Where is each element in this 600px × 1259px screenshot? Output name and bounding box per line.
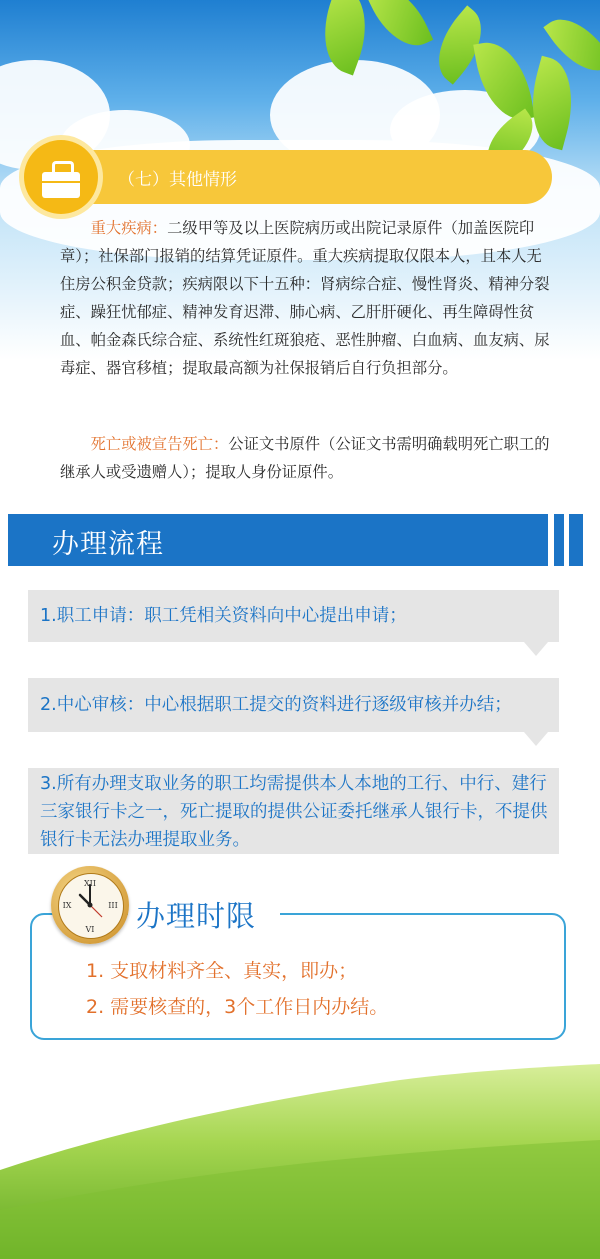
process-step-text: 3.所有办理支取业务的职工均需提供本人本地的工行、中行、建行三家银行卡之一，死亡提取的提供公证委托继承人银行卡，不提供银行卡无法办理提取业务。 <box>40 774 548 850</box>
clock-numeral-3: III <box>108 901 118 910</box>
paragraph-text: 公证文书原件（公证文书需明确载明死亡职工的继承人或受遗赠人）；提取人身份证原件。 <box>60 435 550 481</box>
process-title: 办理流程 <box>52 529 164 560</box>
process-step <box>28 678 559 732</box>
process-step <box>28 768 559 854</box>
band-stripe <box>569 514 583 566</box>
step-arrow <box>524 732 548 746</box>
section-header-bar <box>22 150 552 204</box>
clock-center <box>88 903 93 908</box>
clock-hand-second <box>90 905 102 917</box>
band-stripe <box>554 514 564 566</box>
grass-hill-decoration <box>0 1060 600 1259</box>
paragraph-text: 二级甲等及以上医院病历或出院记录原件（加盖医院印章）；社保部门报销的结算凭证原件。重大疾病提取仅限本人，且本人无住房公积金贷款；疾病限以下十五种：肾病综合症、慢性肾炎、精神分裂症、躁狂忧郁症、精神发育迟滞、肺心病、乙肝肝硬化、再生障碍性贫血、帕金森氏综合症、系统性红斑狼疮、恶性肿瘤、白血病、血友病、尿毒症、器官移植；提取最高额为社保报销后自行负担部分。 <box>60 219 550 377</box>
section-header-title: （七）其他情形 <box>118 170 237 190</box>
clock-numeral-12: XII <box>83 879 97 888</box>
briefcase-icon <box>42 172 80 198</box>
process-step-text: 2.中心审核：中心根据职工提交的资料进行逐级审核并办结； <box>40 695 512 715</box>
process-step-text: 1.职工申请：职工凭相关资料向中心提出申请； <box>40 606 407 626</box>
term-major-illness: 重大疾病： <box>90 219 168 237</box>
paragraph-death <box>60 430 550 486</box>
clock-numeral-6: VI <box>85 925 95 934</box>
clock-numeral-9: IX <box>62 901 72 910</box>
time-limit-item: 1. 支取材料齐全、真实，即办； <box>86 960 358 982</box>
paragraph-major-illness <box>60 214 550 382</box>
term-death: 死亡或被宣告死亡： <box>90 435 229 453</box>
time-limit-item: 2. 需要核查的，3个工作日内办结。 <box>86 996 389 1018</box>
clock-icon <box>58 873 122 937</box>
step-arrow <box>524 642 548 656</box>
process-step <box>28 590 559 642</box>
time-limit-title: 办理时限 <box>136 899 257 933</box>
briefcase-icon <box>42 181 80 183</box>
